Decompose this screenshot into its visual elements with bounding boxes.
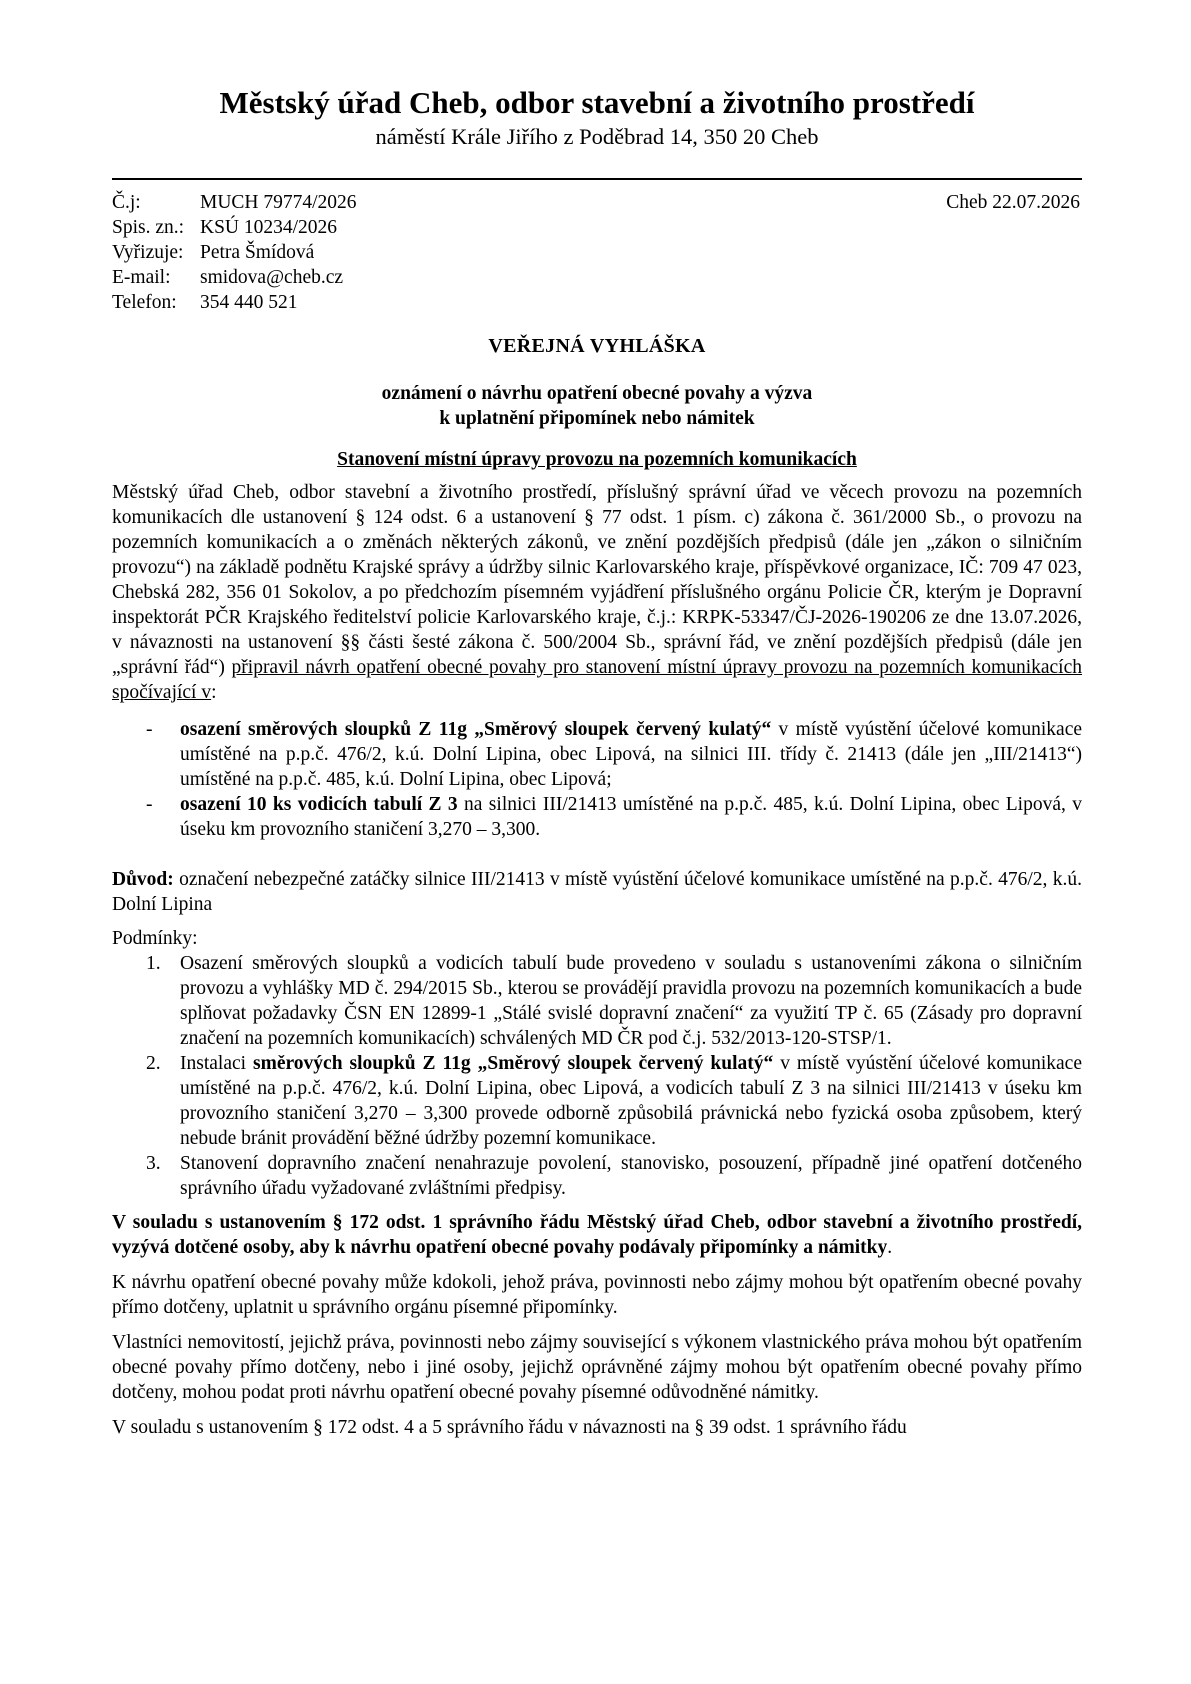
reason-label: Důvod: (112, 869, 174, 890)
header-divider (112, 178, 1082, 180)
notice-title: VEŘEJNÁ VYHLÁŠKA (488, 335, 706, 357)
meta-label: Vyřizuje: (112, 242, 184, 263)
condition-text: Stanovení dopravního značení nenahrazuje povolení, stanovisko, posouzení, případně jiné opatření dotčeného správního úřadu vyžadované zvláštními předpisy. (180, 1153, 1082, 1199)
intro-end: : (211, 682, 217, 703)
meta-label: Spis. zn.: (112, 217, 185, 238)
reference-block (112, 190, 1082, 315)
meta-label: E-mail: (112, 267, 171, 288)
measure-text: v místě vyústění účelové komunikace umístěné na p.p.č. 476/2, k.ú. Dolní Lipina, obec Lipová, na silnici III. třídy č. 21413 (dále jen „III/21413“) umístěné na p.p.č. 485, k.ú. Dolní Lipina, obec Lipová; (180, 719, 1083, 790)
meta-value: KSÚ 10234/2026 (200, 217, 338, 238)
intro-underlined: připravil návrh opatření obecné povahy pro stanovení místní úpravy provozu na pozemních komunikacích spočívající v (112, 657, 1083, 703)
intro-paragraph (112, 480, 1082, 705)
meta-row-telefon (112, 290, 1082, 315)
call-end: . (887, 1237, 893, 1258)
list-item (112, 717, 1082, 792)
office-address: náměstí Krále Jiřího z Poděbrad 14, 350 20 Cheb (375, 124, 819, 149)
meta-row-spis (112, 215, 1082, 240)
condition-text: Instalaci (180, 1053, 253, 1074)
list-marker: - (146, 719, 153, 740)
list-number: 3. (146, 1153, 161, 1174)
reason-text: označení nebezpečné zatáčky silnice III/21413 v místě vyústění účelové komunikace umístěné na p.p.č. 476/2, k.ú. Dolní Lipina (112, 869, 1082, 915)
meta-value: Petra Šmídová (200, 242, 315, 263)
procedure-paragraph: V souladu s ustanovením § 172 odst. 4 a 5 správního řádu v návaznosti na § 39 odst. 1 správního řádu (112, 1417, 907, 1438)
intro-text: Městský úřad Cheb, odbor stavební a životního prostředí, příslušný správní úřad ve věcech provozu na pozemních komunikacích dle ustanovení § 124 odst. 6 a ustanovení § 77 odst. 1 písm. c) zákona č. 361/2000 Sb., o provozu na pozemních komunikacích a o změnách některých zákonů, ve znění pozdějších předpisů (dále jen „zákon o silničním provozu“) na základě podnětu Krajské správy a údržby silnic Karlovarského kraje, příspěvkové organizace, IČ: 709 47 023, Chebská 282, 356 01 Sokolov, a po předchozím písemném vyjádření příslušného orgánu Policie ČR, kterým je Dopravní inspektorát PČR Krajského ředitelství policie Karlovarského kraje, č.j.: KRPK-53347/ČJ-2026-190206 ze dne 13.07.2026, v návaznosti na ustanovení §§ části šesté zákona č. 500/2004 Sb., správní řád, ve znění pozdějších předpisů (dále jen „správní řád“) (112, 482, 1082, 678)
list-number: 1. (146, 953, 161, 974)
notice-subtitle-line1: oznámení o návrhu opatření obecné povahy a výzva (381, 383, 813, 404)
list-item (112, 1051, 1082, 1151)
list-item (112, 1151, 1082, 1201)
list-item (112, 951, 1082, 1051)
condition-text: Osazení směrových sloupků a vodicích tabulí bude provedeno v souladu s ustanoveními zákona o silničním provozu a vyhlášky MD č. 294/2015 Sb., kterou se provádějí pravidla provozu na pozemních komunikacích a bude splňovat požadavky ČSN EN 12899-1 „Stálé svislé dopravní značení“ za využití TP č. 65 (Zásady pro dopravní značení na pozemních komunikacích) schválených MD ČR pod č.j. 532/2013-120-STSP/1. (180, 953, 1082, 1049)
meta-row-email (112, 265, 1082, 290)
list-marker: - (146, 794, 153, 815)
document-page (112, 78, 1082, 1440)
reason-paragraph (112, 867, 1082, 917)
email-link[interactable]: smidova@cheb.cz (200, 267, 344, 288)
measure-bold: osazení 10 ks vodicích tabulí Z 3 (180, 794, 458, 815)
list-item (112, 792, 1082, 842)
measure-bold: osazení směrových sloupků Z 11g „Směrový sloupek červený kulatý“ (180, 719, 772, 740)
comments-paragraph: K návrhu opatření obecné povahy může kdokoli, jehož práva, povinnosti nebo zájmy mohou být opatřením obecné povahy přímo dotčeny, uplatnit u správního orgánu písemné připomínky. (112, 1272, 1082, 1318)
meta-label: Č.j: (112, 192, 141, 213)
notice-subject: Stanovení místní úpravy provozu na pozemních komunikacích (337, 449, 857, 470)
meta-row-vyrizuje (112, 240, 1082, 265)
meta-value: 354 440 521 (200, 292, 298, 313)
call-paragraph (112, 1210, 1082, 1260)
meta-row-cj (112, 190, 1082, 215)
list-number: 2. (146, 1053, 161, 1074)
measures-list (112, 717, 1082, 842)
office-title: Městský úřad Cheb, odbor stavební a životního prostředí (219, 85, 975, 120)
document-date: Cheb 22.07.2026 (946, 192, 1080, 213)
meta-label: Telefon: (112, 292, 177, 313)
condition-text-post: v místě vyústění účelové komunikace umístěné na p.p.č. 476/2, k.ú. Dolní Lipina, obec Lipová, a vodicích tabulí Z 3 na silnici III/21413 v úseku km provozního staničení 3,270 – 3,300 provede odborně způsobilá právnická nebo fyzická osoba způsobem, který nebude bránit provádění běžné údržby pozemní komunikace. (180, 1053, 1082, 1149)
meta-value: MUCH 79774/2026 (200, 192, 357, 213)
conditions-heading: Podmínky: (112, 928, 198, 949)
notice-subtitle-line2: k uplatnění připomínek nebo námitek (439, 408, 755, 429)
condition-bold: směrových sloupků Z 11g „Směrový sloupek červený kulatý“ (253, 1053, 774, 1074)
conditions-list (112, 951, 1082, 1201)
objections-paragraph: Vlastníci nemovitostí, jejichž práva, povinnosti nebo zájmy související s výkonem vlastnického práva mohou být opatřením obecné povahy přímo dotčeny, nebo i jiné osoby, jejichž oprávněné zájmy mohou být opatřením obecné povahy přímo dotčeny, mohou podat proti návrhu opatření obecné povahy písemné odůvodněné námitky. (112, 1332, 1082, 1403)
call-text: V souladu s ustanovením § 172 odst. 1 správního řádu Městský úřad Cheb, odbor stavební a životního prostředí, vyzývá dotčené osoby, aby k návrhu opatření obecné povahy podávaly připomínky a námitky (112, 1212, 1082, 1258)
measure-text: na silnici III/21413 umístěné na p.p.č. 485, k.ú. Dolní Lipina, obec Lipová, v úseku km provozního staničení 3,270 – 3,300. (180, 794, 1082, 840)
